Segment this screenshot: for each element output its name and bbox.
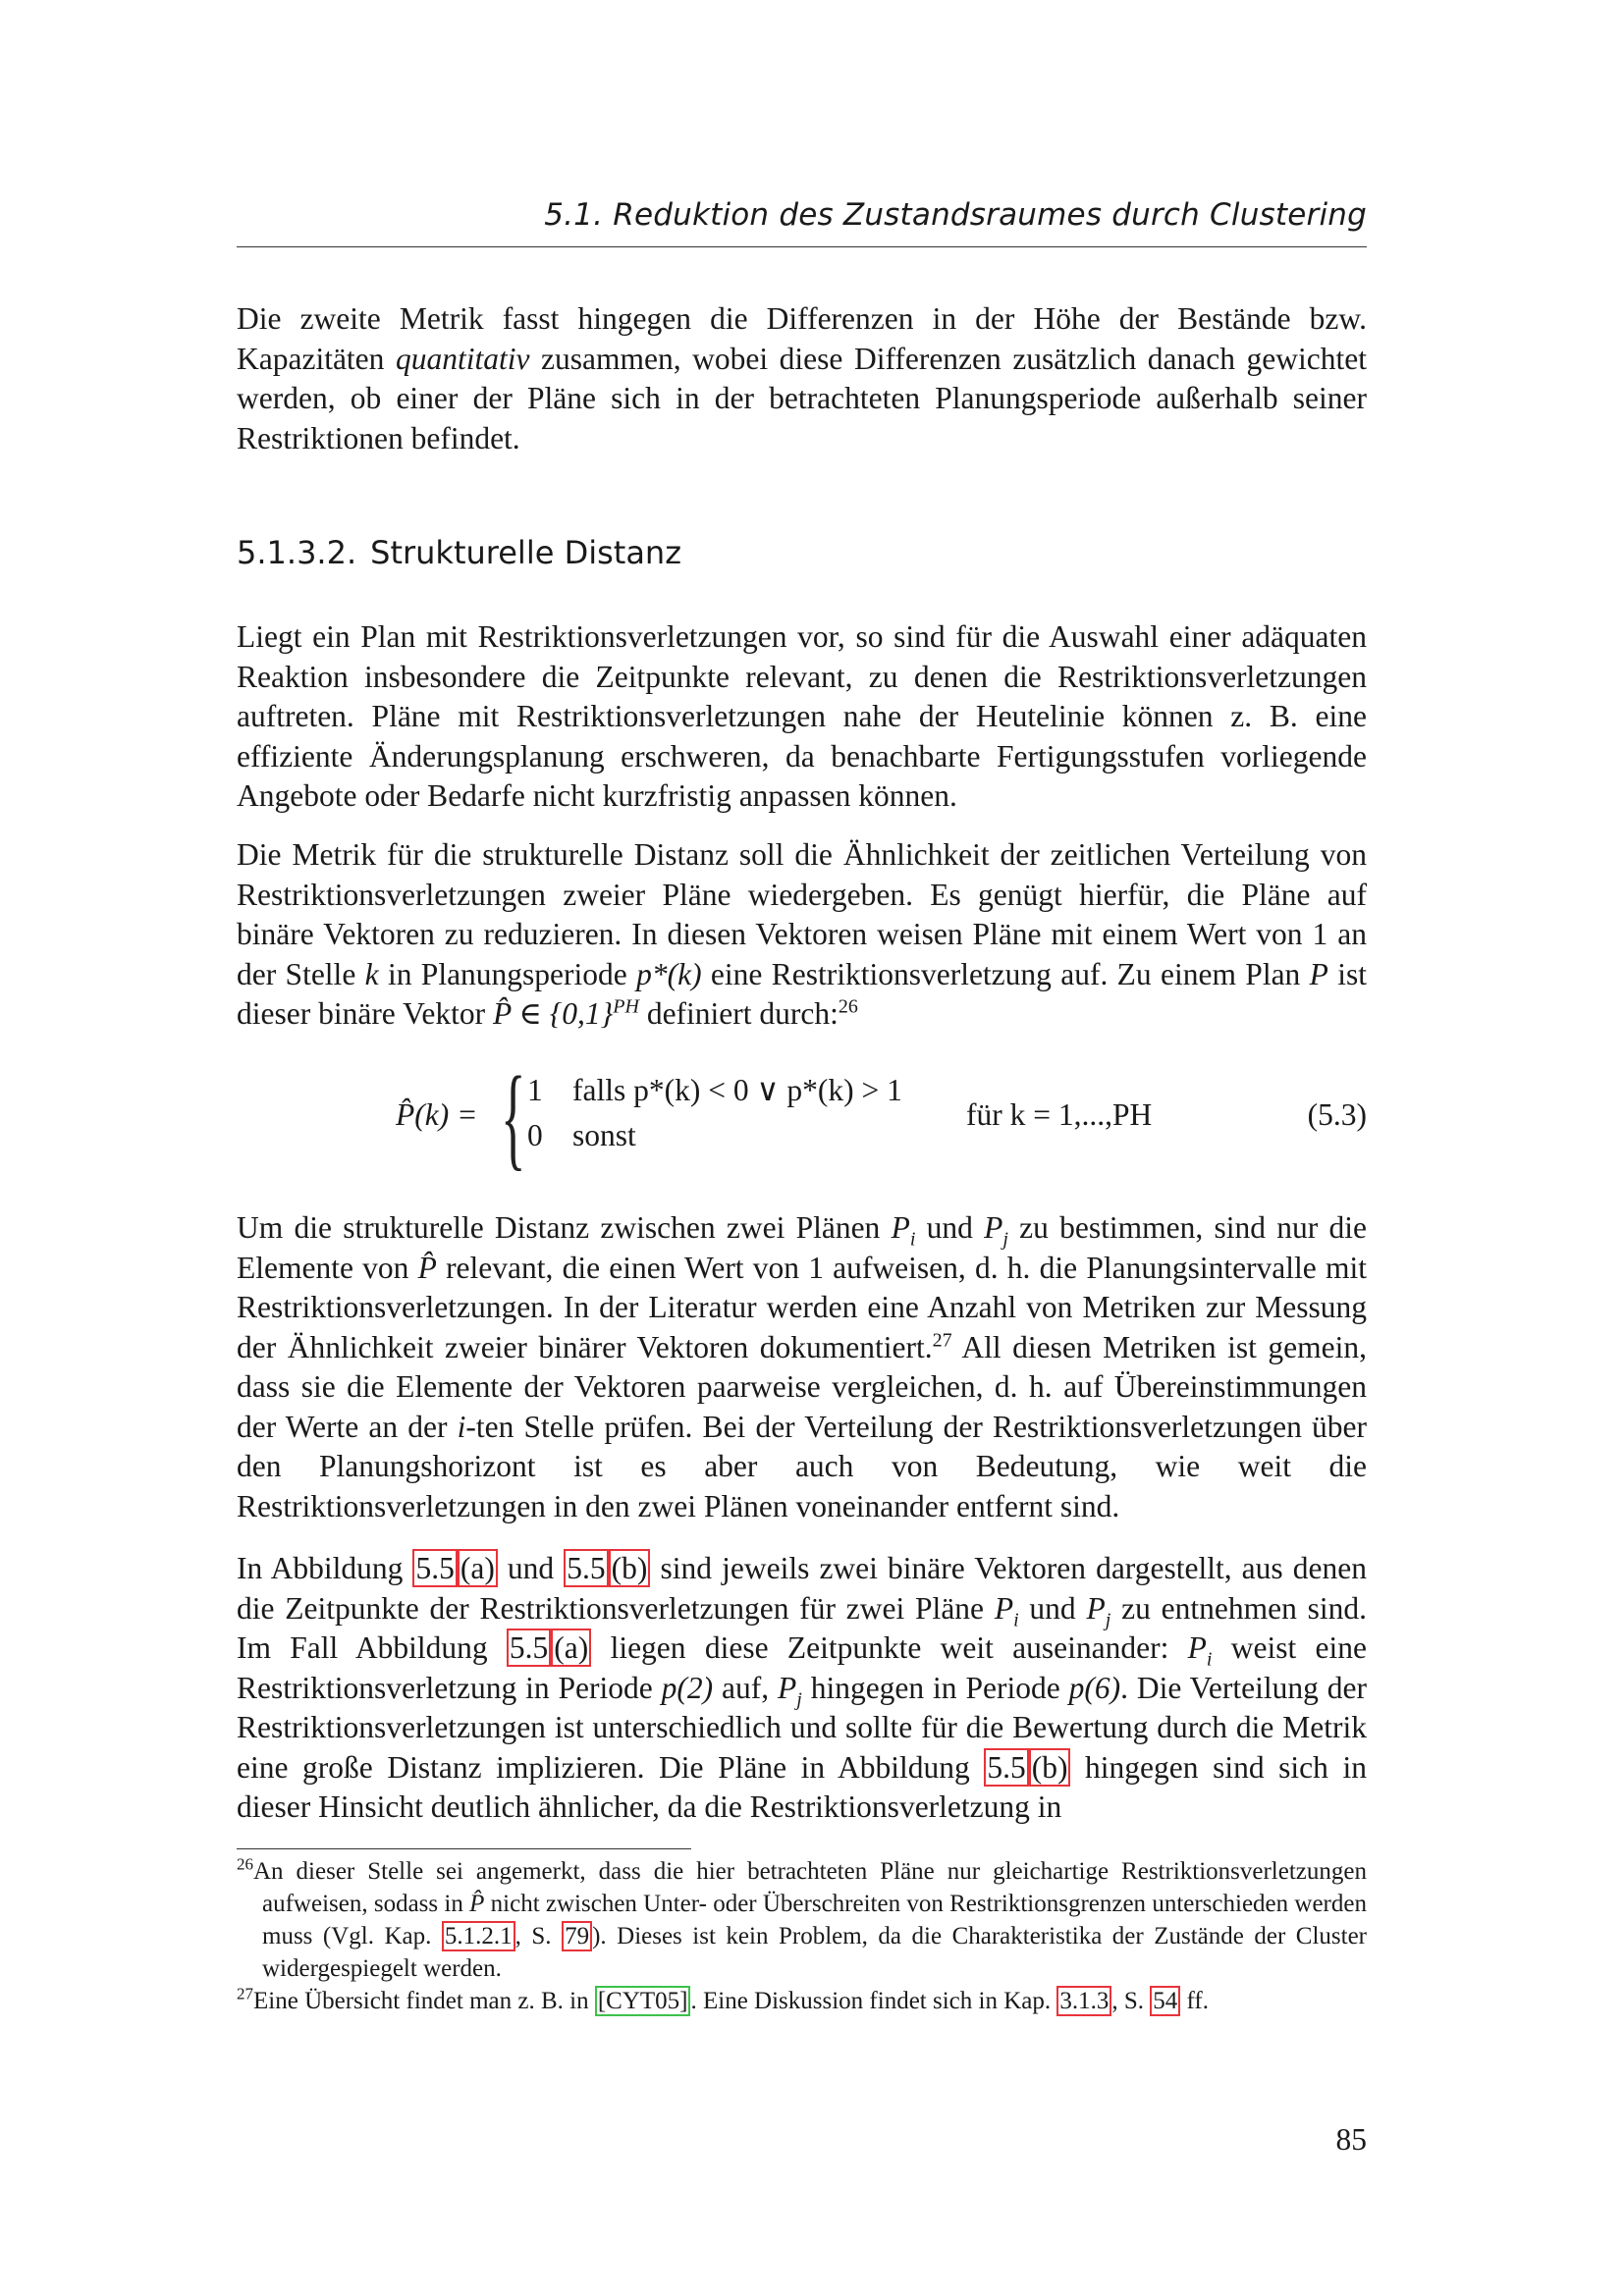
footnote-27: [237, 1985, 1367, 2017]
left-brace-icon: {: [501, 1052, 526, 1181]
math: P: [1086, 1590, 1106, 1626]
text: und: [915, 1210, 985, 1245]
math: k: [364, 956, 379, 991]
page-number: 85: [1335, 2122, 1367, 2157]
case-value: 0: [527, 1118, 543, 1152]
text: ). Dieses ist kein Problem, da die Charakteristika der Zustände der Cluster widergespiegelt werden.: [262, 1923, 1367, 1982]
text: auf,: [713, 1670, 778, 1705]
page-ref-link[interactable]: 79: [562, 1921, 592, 1951]
math: P: [1309, 956, 1328, 991]
text: liegen diese Zeitpunkte weit auseinander:: [591, 1630, 1188, 1665]
math: P: [994, 1590, 1014, 1626]
math-subscript: j: [1002, 1228, 1008, 1251]
subfigure-ref-link[interactable]: (b): [1029, 1748, 1071, 1787]
text: Um die strukturelle Distanz zwischen zwei Plänen: [237, 1210, 892, 1245]
text: hingegen in Periode: [801, 1670, 1069, 1705]
page-ref-link[interactable]: 54: [1150, 1986, 1180, 2016]
text: sind jeweils zwei binäre Vektoren dargestellt, aus denen die Zeitpunkte der Restriktionsverletzungen für zwei Pläne: [237, 1551, 1367, 1626]
text: In Abbildung: [237, 1551, 413, 1585]
equation-5-3: [237, 1052, 1367, 1181]
equation-case-2: [527, 1118, 636, 1153]
equation-case-1: [527, 1073, 902, 1108]
chapter-ref-link[interactable]: 5.1.2.1: [442, 1921, 515, 1951]
text: relevant, die einen Wert von 1 aufweisen, d. h. die Planungsintervalle mit Restriktionsverletzungen. In der Literatur werden eine Anzahl von Metriken zur Messung der Ähnlichkeit zweier binärer Vektoren dokumentiert.: [237, 1250, 1367, 1364]
text: Die zweite Metrik fasst hingegen die Differenzen in der Höhe der Bestände bzw. Kapazitäten: [237, 301, 1367, 376]
text: zu entnehmen sind. Im Fall Abbildung: [237, 1590, 1367, 1665]
footnote-mark[interactable]: 26: [838, 995, 858, 1018]
math-subscript: i: [1013, 1608, 1019, 1630]
math: p(6): [1068, 1670, 1121, 1705]
text: , S.: [514, 1923, 563, 1949]
case-value: 1: [527, 1073, 543, 1107]
case-condition: falls p*(k) < 0 ∨ p*(k) > 1: [572, 1073, 902, 1107]
math: i: [457, 1409, 466, 1444]
text: . Eine Diskussion findet sich in Kap.: [690, 1988, 1057, 2014]
footnote-number: 27: [237, 1984, 253, 2003]
text: Eine Übersicht findet man z. B. in: [253, 1988, 595, 2014]
case-condition: sonst: [572, 1118, 636, 1152]
equation-number: (5.3): [1307, 1097, 1367, 1132]
subfigure-ref-link[interactable]: (b): [609, 1549, 651, 1587]
math: P: [984, 1210, 1003, 1245]
text: weist eine Restriktionsverletzung in Periode: [237, 1630, 1367, 1705]
paragraph-figure-reference: [237, 1549, 1367, 1828]
figure-ref-link[interactable]: 5.5: [507, 1629, 551, 1667]
paragraph-metric-quantitative: [237, 299, 1367, 458]
math: P: [891, 1210, 910, 1245]
math-superscript: PH: [613, 995, 639, 1018]
text: -ten Stelle prüfen. Bei der Verteilung der Restriktionsverletzungen über den Planungshorizont ist es aber auch von Bedeutung, wie weit die Restriktionsverletzungen in den zwei Plänen voneinander entfernt sind.: [237, 1409, 1367, 1523]
running-head: 5.1. Reduktion des Zustandsraumes durch Clustering: [544, 197, 1367, 233]
subfigure-ref-link[interactable]: (a): [551, 1629, 591, 1667]
math: P: [1187, 1630, 1207, 1665]
text: hingegen sind sich in dieser Hinsicht deutlich ähnlicher, da die Restriktionsverletzung in: [237, 1749, 1367, 1824]
paragraph-structural-distance: [237, 1208, 1367, 1526]
math: P̂: [417, 1250, 437, 1285]
chapter-ref-link[interactable]: 3.1.3: [1056, 1986, 1111, 2016]
footnote-26: [237, 1855, 1367, 1985]
math-subscript: j: [1105, 1608, 1111, 1630]
section-number: 5.1.3.2.: [237, 534, 357, 571]
footnote-number: 26: [237, 1854, 253, 1874]
text: Die Metrik für die strukturelle Distanz soll die Ähnlichkeit der zeitlichen Verteilung von Restriktionsverletzungen zweier Pläne wiedergeben. Es genügt hierfür, die Pläne auf binäre Vektoren zu reduzieren. In diesen Vektoren weisen Pläne mit einem Wert von 1 an der Stelle: [237, 837, 1367, 991]
text: An dieser Stelle sei angemerkt, dass die hier betrachteten Pläne nur gleichartige Restriktionsverletzungen aufweisen, sodass in: [253, 1858, 1367, 1917]
math: p(2): [661, 1670, 714, 1705]
figure-ref-link[interactable]: 5.5: [412, 1549, 457, 1587]
footnote-rule: [237, 1848, 691, 1849]
math: P̂ ∈ {0,1}: [492, 996, 614, 1031]
footnotes: [237, 1855, 1367, 2017]
text: und: [1018, 1590, 1087, 1626]
text: , S.: [1111, 1988, 1151, 2014]
paragraph-metric-definition: [237, 835, 1367, 1035]
citation-link[interactable]: [CYT05]: [595, 1986, 691, 2016]
math: p*(k): [636, 956, 702, 991]
section-title: Strukturelle Distanz: [370, 534, 681, 571]
subfigure-ref-link[interactable]: (a): [458, 1549, 498, 1587]
text: in Planungsperiode: [378, 956, 637, 991]
text: nicht zwischen Unter- oder Überschreiten von Restriktionsgrenzen unterschieden werden muss (Vgl. Kap.: [262, 1891, 1367, 1949]
emphasis: quantitativ: [395, 341, 530, 376]
text: zusammen, wobei diese Differenzen zusätzlich danach gewichtet werden, ob einer der Pläne sich in der betrachteten Planungsperiode außerhalb seiner Restriktionen befindet.: [237, 341, 1367, 455]
text: zu bestimmen, sind nur die Elemente von: [237, 1210, 1367, 1285]
math: P: [777, 1670, 797, 1705]
text: und: [497, 1551, 565, 1585]
paragraph-intro: Liegt ein Plan mit Restriktionsverletzungen vor, so sind für die Auswahl einer adäquaten Reaktion insbesondere die Zeitpunkte relevant, zu denen die Restriktionsverletzungen auftreten. Pläne mit Restriktionsverletzungen nahe der Heutelinie können z. B. eine effiziente Änderungsplanung erschweren, da benachbarte Fertigungsstufen vorliegende Angebote oder Bedarfe nicht kurzfristig anpassen können.: [237, 619, 1367, 813]
page-header: [237, 193, 1367, 247]
figure-ref-link[interactable]: 5.5: [984, 1748, 1028, 1787]
text: . Die Verteilung der Restriktionsverletzungen ist unterschiedlich und sollte für die Bewertung durch die Metrik eine große Distanz implizieren. Die Pläne in Abbildung: [237, 1670, 1367, 1785]
section-heading: [237, 534, 681, 571]
text: ist dieser binäre Vektor: [237, 956, 1368, 1031]
text: eine Restriktionsverletzung auf. Zu einem Plan: [701, 956, 1310, 991]
figure-ref-link[interactable]: 5.5: [564, 1549, 608, 1587]
equation-lhs: P̂(k) =: [396, 1097, 478, 1132]
text: definiert durch:: [638, 996, 839, 1031]
math-subscript: i: [1206, 1648, 1213, 1671]
math: P̂: [469, 1891, 485, 1917]
math-subscript: i: [909, 1228, 916, 1251]
math-subscript: j: [796, 1687, 802, 1710]
text: ff.: [1180, 1988, 1209, 2014]
footnote-mark[interactable]: 27: [932, 1329, 952, 1351]
text: All diesen Metriken ist gemein, dass sie die Elemente der Vektoren paarweise vergleichen, d. h. auf Übereinstimmungen der Werte an der: [237, 1329, 1367, 1444]
equation-range: für k = 1,...,PH: [966, 1097, 1153, 1132]
